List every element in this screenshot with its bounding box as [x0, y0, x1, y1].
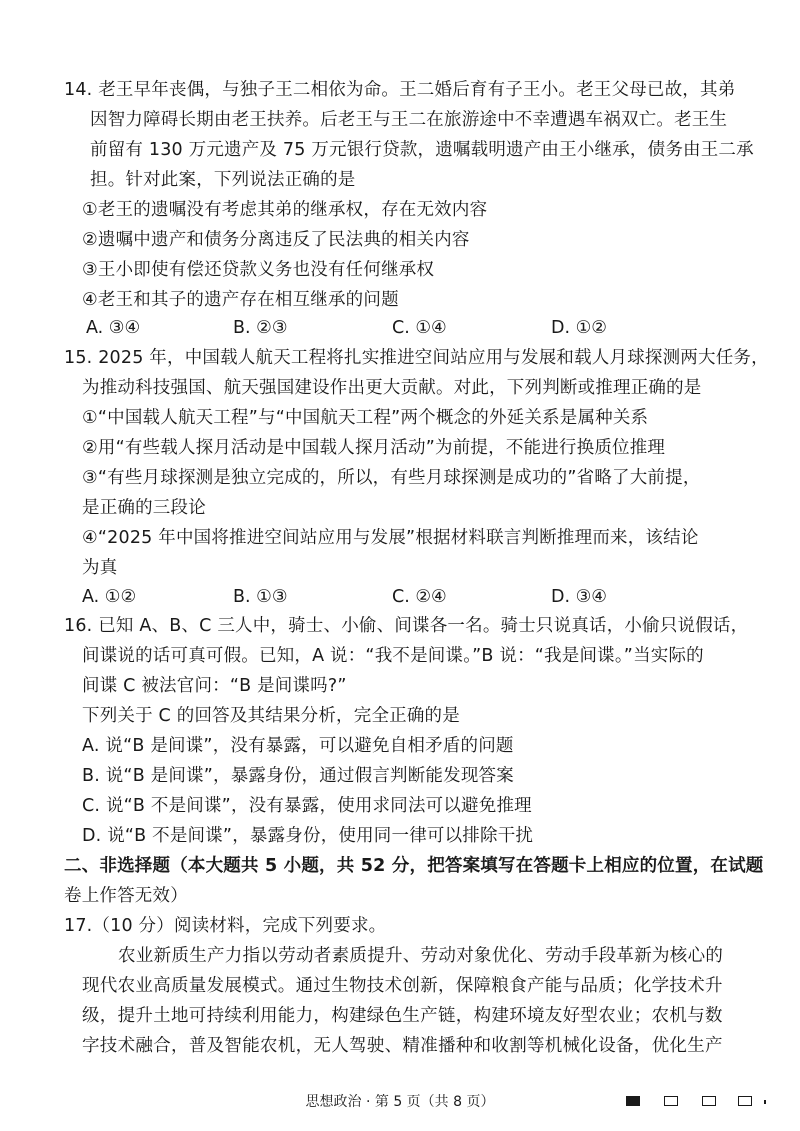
- q14-option-a: A. ③④: [86, 318, 141, 338]
- page-mark-filled-icon: [626, 1096, 640, 1106]
- page-mark-empty-icon: [738, 1096, 752, 1106]
- page-mark-dot-icon: [764, 1100, 766, 1104]
- q17-passage-line-1: 农业新质生产力指以劳动者素质提升、劳动对象优化、劳动手段革新为核心的: [118, 946, 724, 966]
- q17-passage-line-2: 现代农业高质量发展模式。通过生物技术创新，保障粮食产能与品质；化学技术升: [82, 976, 723, 996]
- page-footer: 思想政治 · 第 5 页（共 8 页）: [305, 1094, 495, 1110]
- q15-line-2: 为推动科技强国、航天强国建设作出更大贡献。对此，下列判断或推理正确的是: [82, 378, 702, 398]
- q15-option-d: D. ③④: [551, 587, 607, 607]
- q15-statement-2: ②用“有些载人探月活动是中国载人探月活动”为前提，不能进行换质位推理: [82, 438, 666, 458]
- q14-statement-4: ④老王和其子的遗产存在相互继承的问题: [82, 290, 399, 310]
- q16-option-a: A. 说“B 是间谍”，没有暴露，可以避免自相矛盾的问题: [82, 736, 514, 756]
- q14-statement-2: ②遗嘱中遗产和债务分离违反了民法典的相关内容: [82, 230, 470, 250]
- q14-line-1: 14. 老王早年丧偶，与独子王二相依为命。王二婚后育有子王小。老王父母已故，其弟: [64, 80, 736, 100]
- q15-statement-3: ③“有些月球探测是独立完成的，所以，有些月球探测是成功的”省略了大前提，: [82, 468, 701, 488]
- section-2-title: 二、非选择题（本大题共 5 小题，共 52 分，把答案填写在答题卡上相应的位置，在试题: [64, 856, 764, 876]
- q15-option-c: C. ②④: [392, 587, 447, 607]
- q16-line-2: 间谍说的话可真可假。已知，A 说：“我不是间谍。”B 说：“我是间谍。”当实际的: [82, 646, 704, 666]
- q15-option-a: A. ①②: [82, 587, 137, 607]
- q17-header: 17.（10 分）阅读材料，完成下列要求。: [64, 916, 387, 936]
- q15-option-b: B. ①③: [233, 587, 288, 607]
- q14-line-2: 因智力障碍长期由老王扶养。后老王与王二在旅游途中不幸遭遇车祸双亡。老王生: [90, 110, 728, 130]
- q14-option-c: C. ①④: [392, 318, 447, 338]
- q15-statement-3-cont: 是正确的三段论: [82, 498, 206, 518]
- q15-statement-4-cont: 为真: [82, 558, 118, 578]
- q16-stem: 下列关于 C 的回答及其结果分析，完全正确的是: [82, 706, 460, 726]
- q15-statement-1: ①“中国载人航天工程”与“中国航天工程”两个概念的外延关系是属种关系: [82, 408, 649, 428]
- q16-line-3: 间谍 C 被法官问：“B 是间谍吗?”: [82, 676, 347, 696]
- q14-option-b: B. ②③: [233, 318, 288, 338]
- q14-option-d: D. ①②: [551, 318, 607, 338]
- q17-passage-line-3: 级，提升土地可持续利用能力，构建绿色生产链，构建环境友好型农业；农机与数: [82, 1006, 723, 1026]
- q16-line-1: 16. 已知 A、B、C 三人中，骑士、小偷、间谍各一名。骑士只说真话，小偷只说假话，: [64, 616, 749, 636]
- q14-statement-1: ①老王的遗嘱没有考虑其弟的继承权，存在无效内容: [82, 200, 488, 220]
- q15-line-1: 15. 2025 年，中国载人航天工程将扎实推进空间站应用与发展和载人月球探测两大任务，: [64, 348, 769, 368]
- section-2-title-cont: 卷上作答无效）: [64, 886, 188, 906]
- q16-option-d: D. 说“B 不是间谍”，暴露身份，使用同一律可以排除干扰: [82, 826, 534, 846]
- q16-option-b: B. 说“B 是间谍”，暴露身份，通过假言判断能发现答案: [82, 766, 514, 786]
- q14-line-3: 前留有 130 万元遗产及 75 万元银行贷款，遗嘱载明遗产由王小继承，债务由王二承: [90, 140, 754, 160]
- page-mark-empty-icon: [702, 1096, 716, 1106]
- q14-line-4: 担。针对此案，下列说法正确的是: [90, 170, 356, 190]
- q14-statement-3: ③王小即使有偿还贷款义务也没有任何继承权: [82, 260, 435, 280]
- q15-statement-4: ④“2025 年中国将推进空间站应用与发展”根据材料联言判断推理而来，该结论: [82, 528, 699, 548]
- page-mark-empty-icon: [664, 1096, 678, 1106]
- q16-option-c: C. 说“B 不是间谍”，没有暴露，使用求同法可以避免推理: [82, 796, 532, 816]
- q17-passage-line-4: 字技术融合，普及智能农机，无人驾驶、精准播种和收割等机械化设备，优化生产: [82, 1036, 723, 1056]
